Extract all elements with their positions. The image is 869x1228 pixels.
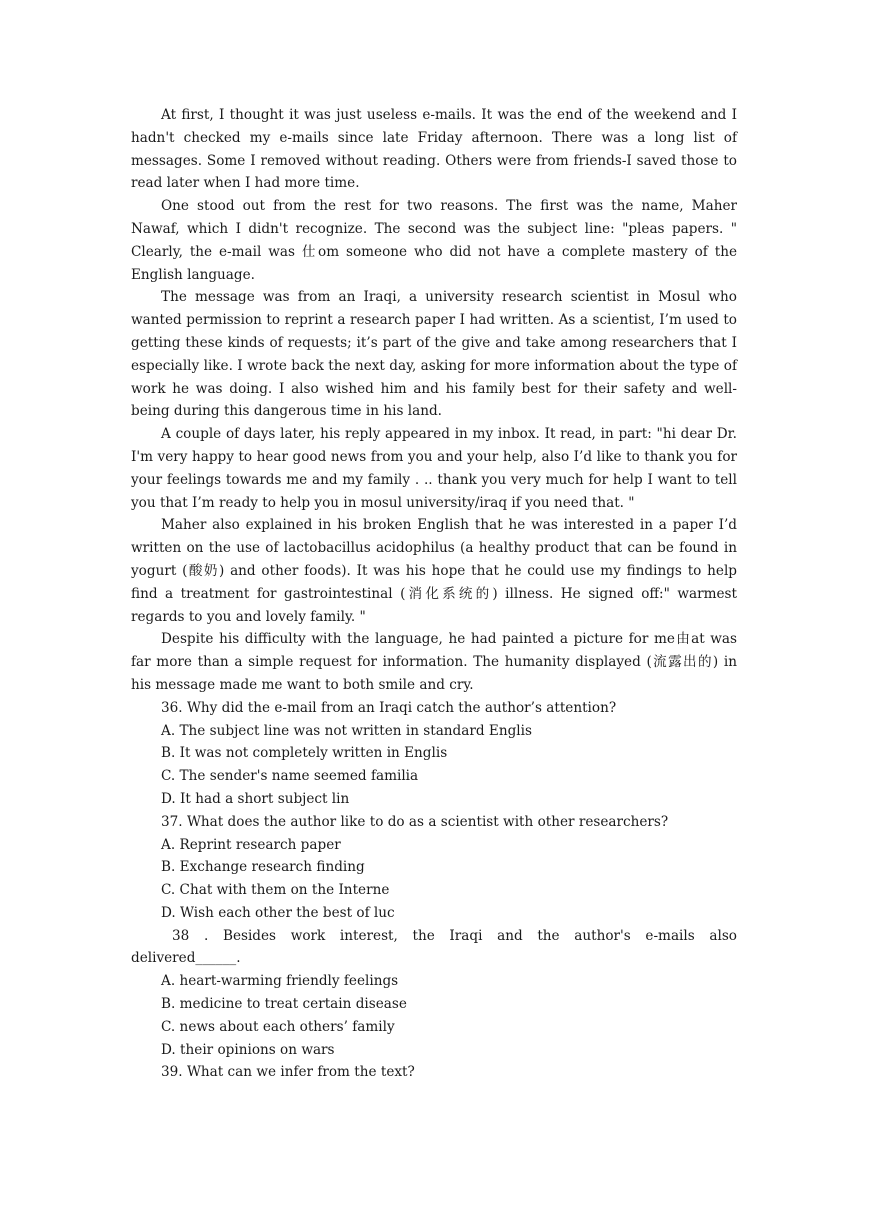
- paragraph: One stood out from the rest for two reasons. The first was the name, Maher Nawaf, which I didn't recognize. The second was the subject line: "pleas papers. " Clearly, the e-mail was 仕om someone who did not have a complete mastery of the English language.: [131, 198, 737, 283]
- paragraph: A couple of days later, his reply appeared in my inbox. It read, in part: "hi dear Dr. I'm very happy to hear good news from you and your help, also I’d like to thank you for your feelings towards me and my family . .. thank you very much for help I want to tell you that I’m ready to help you in mosul university/iraq if you need that. ": [131, 426, 737, 511]
- question-38-option-a: A. heart-warming friendly feelings: [161, 973, 399, 990]
- question-36-option-b: B. It was not completely written in Englis: [161, 745, 448, 762]
- question-37-option-b: B. Exchange research finding: [161, 859, 365, 876]
- question-37-option-a: A. Reprint research paper: [161, 836, 341, 853]
- question-39-stem: 39. What can we infer from the text?: [161, 1064, 415, 1081]
- question-37-stem: 37. What does the author like to do as a scientist with other researchers?: [161, 813, 669, 830]
- question-36-option-a: A. The subject line was not written in standard Englis: [161, 722, 532, 739]
- paragraph: At first, I thought it was just useless e-mails. It was the end of the weekend and I hadn't checked my e-mails since late Friday afternoon. There was a long list of messages. Some I removed without reading. Others were from friends-I saved those to read later when I had more time.: [131, 107, 737, 192]
- question-38-stem: 38 . Besides work interest, the Iraqi and the author's e-mails also delivered______.: [131, 927, 737, 967]
- question-37-option-d: D. Wish each other the best of luc: [161, 904, 395, 921]
- question-38-option-b: B. medicine to treat certain disease: [161, 996, 407, 1013]
- question-36-option-c: C. The sender's name seemed familia: [161, 768, 419, 785]
- question-38-option-d: D. their opinions on wars: [161, 1041, 335, 1058]
- question-38-option-c: C. news about each others’ family: [161, 1018, 395, 1035]
- question-37-option-c: C. Chat with them on the Interne: [161, 882, 390, 899]
- question-36-option-d: D. It had a short subject lin: [161, 790, 350, 807]
- paragraph: Maher also explained in his broken English that he was interested in a paper I’d written on the use of lactobacillus acidophilus (a healthy product that can be found in yogurt (酸奶) and other foods). It was his hope that he could use my findings to help find a treatment for gastrointestinal (消化系统的) illness. He signed off:" warmest regards to you and lovely family. ": [131, 517, 737, 625]
- paragraph: The message was from an Iraqi, a university research scientist in Mosul who wanted permission to reprint a research paper I had written. As a scientist, I’m used to getting these kinds of requests; it’s part of the give and take among researchers that I especially like. I wrote back the next day, asking for more information about the type of work he was doing. I also wished him and his family best for their safety and well-being during this dangerous time in his land.: [131, 289, 737, 420]
- document-page: [131, 104, 737, 1084]
- question-36-stem: 36. Why did the e-mail from an Iraqi catch the author’s attention?: [161, 699, 617, 716]
- paragraph: Despite his difficulty with the language, he had painted a picture for me由at was far more than a simple request for information. The humanity displayed (流露出的) in his message made me want to both smile and cry.: [131, 631, 737, 693]
